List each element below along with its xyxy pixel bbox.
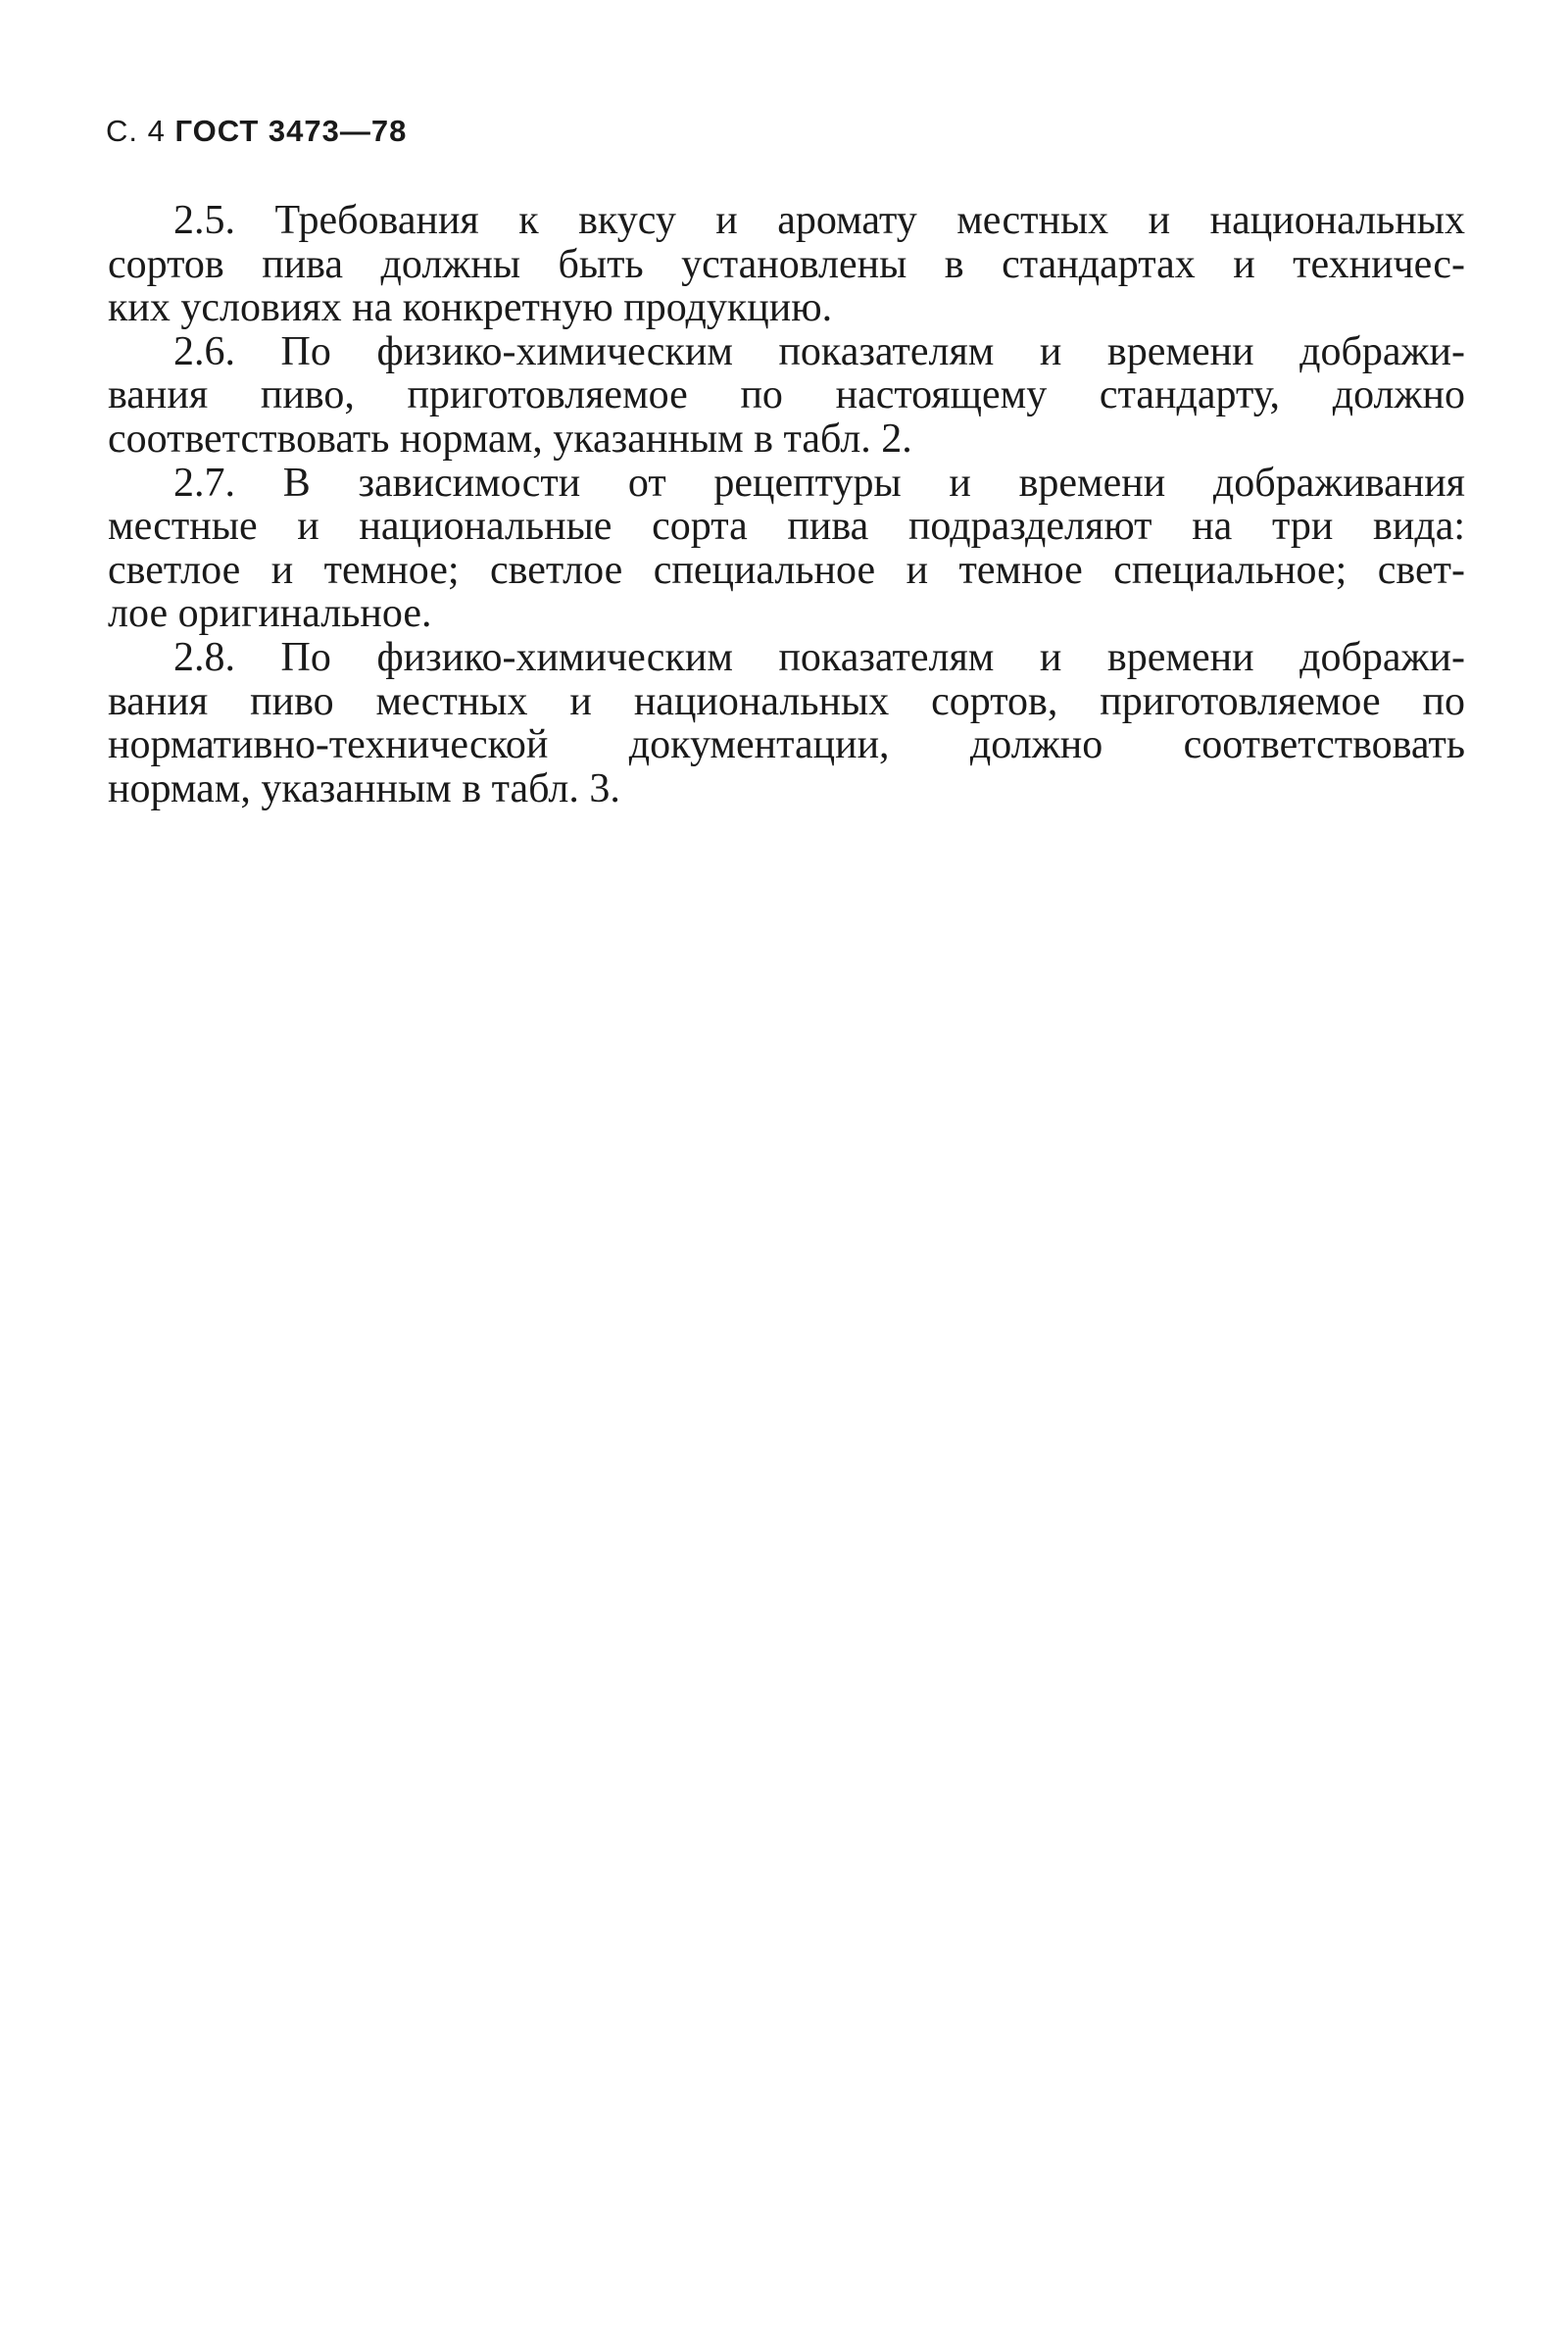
standard-number: ГОСТ 3473—78 [174,114,408,148]
page-label: С. 4 [106,114,166,148]
text-line: ких условиях на конкретную продукцию. [108,285,833,331]
text-line: сортов пива должны быть установлены в стандартах и техничес- [108,241,1465,287]
paragraph-2-6 [108,330,1465,462]
text-line: 2.6. По физико-химическим показателям и времени дображи- [173,328,1465,374]
paragraph-2-7 [108,462,1465,636]
text-line: нормативно-технической документации, должно соответствовать [108,722,1465,768]
text-line: 2.7. В зависимости от рецептуры и времени дображивания [173,460,1465,506]
paragraph-2-8 [108,636,1465,810]
text-line: лое оригинальное. [108,591,432,637]
text-line: соответствовать нормам, указанным в табл. 2. [108,416,912,462]
text-line: местные и национальные сорта пива подразделяют на три вида: [108,504,1465,550]
text-line: 2.8. По физико-химическим показателям и времени дображи- [173,634,1465,680]
text-line: 2.5. Требования к вкусу и аромату местных и национальных [173,198,1465,243]
document-body [108,199,1465,810]
page-header [106,114,407,149]
paragraph-2-5 [108,199,1465,330]
text-line: светлое и темное; светлое специальное и темное специальное; свет- [108,547,1465,593]
text-line: нормам, указанным в табл. 3. [108,765,620,811]
text-line: вания пиво, приготовляемое по настоящему стандарту, должно [108,372,1465,418]
text-line: вания пиво местных и национальных сортов, приготовляемое по [108,678,1465,724]
